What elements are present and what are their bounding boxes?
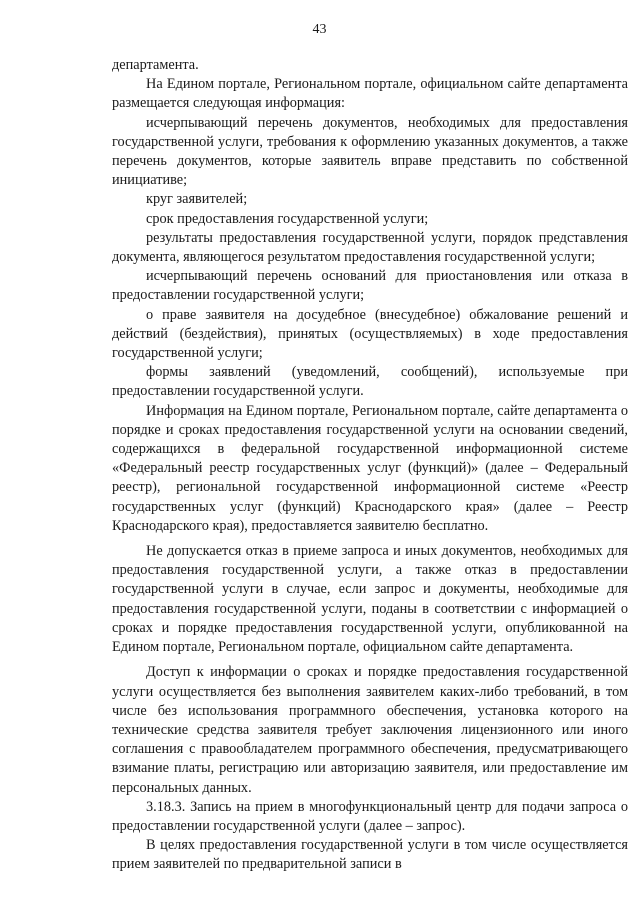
paragraph: департамента. [112,57,199,73]
paragraph: исчерпывающий перечень документов, необходимых для предоставления государственной услуги, требования к оформлению указанных документов, а также перечень документов, которые заявитель вправе представить по собственной инициативе; [112,114,628,189]
paragraph: Не допускается отказ в приеме запроса и иных документов, необходимых для предоставления государственной услуги, а также отказ в предоставлении государственной услуги в случае, если запрос и документы, необходимые для предоставления государственной услуги, поданы в соответствии с информацией о сроках и порядке предоставления государственной услуги, опубликованной на Едином портале, Региональном портале, официальном сайте департамента. [112,543,628,656]
paragraph: исчерпывающий перечень оснований для приостановления или отказа в предоставлении государственной услуги; [112,268,628,304]
paragraph: На Едином портале, Региональном портале, официальном сайте департамента размещается следующая информация: [112,76,628,112]
document-body [112,56,628,875]
paragraph: Доступ к информации о сроках и порядке предоставления государственной услуги осуществляется без выполнения заявителем каких-либо требований, в том числе без использования программного обеспечения, установка которого на технические средства заявителя требует заключения лицензионного или иного соглашения с правообладателем программного обеспечения, предусматривающего взимание платы, регистрацию или авторизацию заявителя, или предоставление им персональных данных. [112,664,628,796]
page-number: 43 [312,22,327,37]
paragraph: 3.18.3. Запись на прием в многофункциональный центр для подачи запроса о предоставлении государственной услуги (далее – запрос). [112,798,628,834]
paragraph: формы заявлений (уведомлений, сообщений), используемые при предоставлении государственной услуги. [112,364,628,400]
paragraph: о праве заявителя на досудебное (внесудебное) обжалование решений и действий (бездействия), принятых (осуществляемых) в ходе предоставления государственной услуги; [112,306,628,362]
paragraph: результаты предоставления государственной услуги, порядок представления документа, являющегося результатом предоставления государственной услуги; [112,229,628,266]
paragraph: срок предоставления государственной услуги; [146,210,429,227]
paragraph: В целях предоставления государственной услуги в том числе осуществляется прием заявителей по предварительной записи в [112,837,628,873]
paragraph: круг заявителей; [146,191,248,208]
paragraph: Информация на Едином портале, Региональном портале, сайте департамента о порядке и сроках предоставления государственной услуги на основании сведений, содержащихся в федеральной государственной информационной системе «Федеральный реестр государственных услуг (функций)» (далее – Федеральный реестр), региональной государственной информационной системе «Реестр государственных услуг (функций) Краснодарского края» (далее – Реестр Краснодарского края), предоставляется заявителю бесплатно. [112,402,628,534]
